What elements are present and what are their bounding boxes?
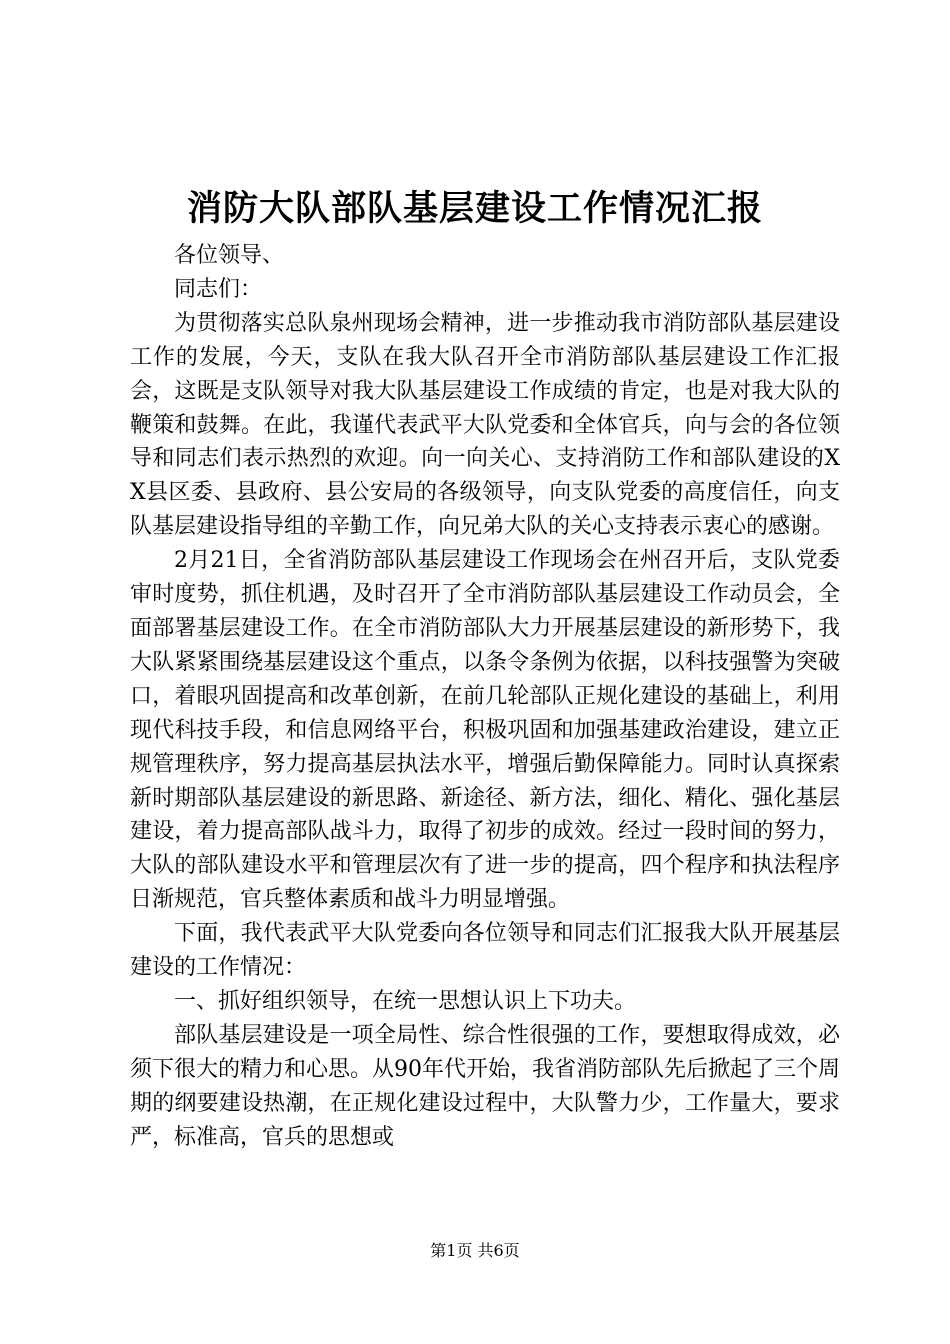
salutation-leaders: 各位领导、 bbox=[174, 243, 285, 268]
paragraph-background: 2月21日，全省消防部队基层建设工作现场会在州召开后，支队党委审时度势，抓住机遇，及时召开了全市消防部队基层建设工作动员会，全面部署基层建设工作。在全市消防部队大力开展基层建设的新形势下，我大队紧紧围绕基层建设这个重点，以条令条例为依据，以科技强警为突破口，着眼巩固提高和改革创新，在前几轮部队正规化建设的基础上，利用现代科技手段，和信息网络平台，积极巩固和加强基建政治建设，建立正规管理秩序，努力提高基层执法水平，增强后勤保障能力。同时认真探索新时期部队基层建设的新思路、新途径、新方法，细化、精化、强化基层建设，着力提高部队战斗力，取得了初步的成效。经过一段时间的努力，大队的部队建设水平和管理层次有了进一步的提高，四个程序和执法程序日渐规范，官兵整体素质和战斗力明显增强。 bbox=[130, 548, 840, 913]
paragraph-transition: 下面，我代表武平大队党委向各位领导和同志们汇报我大队开展基层建设的工作情况： bbox=[130, 921, 840, 981]
salutation-comrades: 同志们： bbox=[174, 276, 263, 302]
document-body bbox=[130, 239, 840, 1154]
paragraph-section-1: 部队基层建设是一项全局性、综合性很强的工作，要想取得成效，必须下很大的精力和心思。从90年代开始，我省消防部队先后掀起了三个周期的纲要建设热潮，在正规化建设过程中，大队警力少，工作量大，要求严，标准高，官兵的思想或 bbox=[130, 1022, 840, 1150]
page-footer: 第1页 共6页 bbox=[430, 1241, 520, 1260]
paragraph-intro: 为贯彻落实总队泉州现场会精神，进一步推动我市消防部队基层建设工作的发展，今天，支队在我大队召开全市消防部队基层建设工作汇报会，这既是支队领导对我大队基层建设工作成绩的肯定，也是对我大队的鞭策和鼓舞。在此，我谨代表武平大队党委和全体官兵，向与会的各位领导和同志们表示热烈的欢迎。向一向关心、支持消防工作和部队建设的XX县区委、县政府、县公安局的各级领导，向支队党委的高度信任，向支队基层建设指导组的辛勤工作，向兄弟大队的关心支持表示衷心的感谢。 bbox=[130, 310, 840, 540]
document-title: 消防大队部队基层建设工作情况汇报 bbox=[186, 188, 763, 229]
section-heading-1: 一、抓好组织领导，在统一思想认识上下功夫。 bbox=[174, 988, 637, 1014]
